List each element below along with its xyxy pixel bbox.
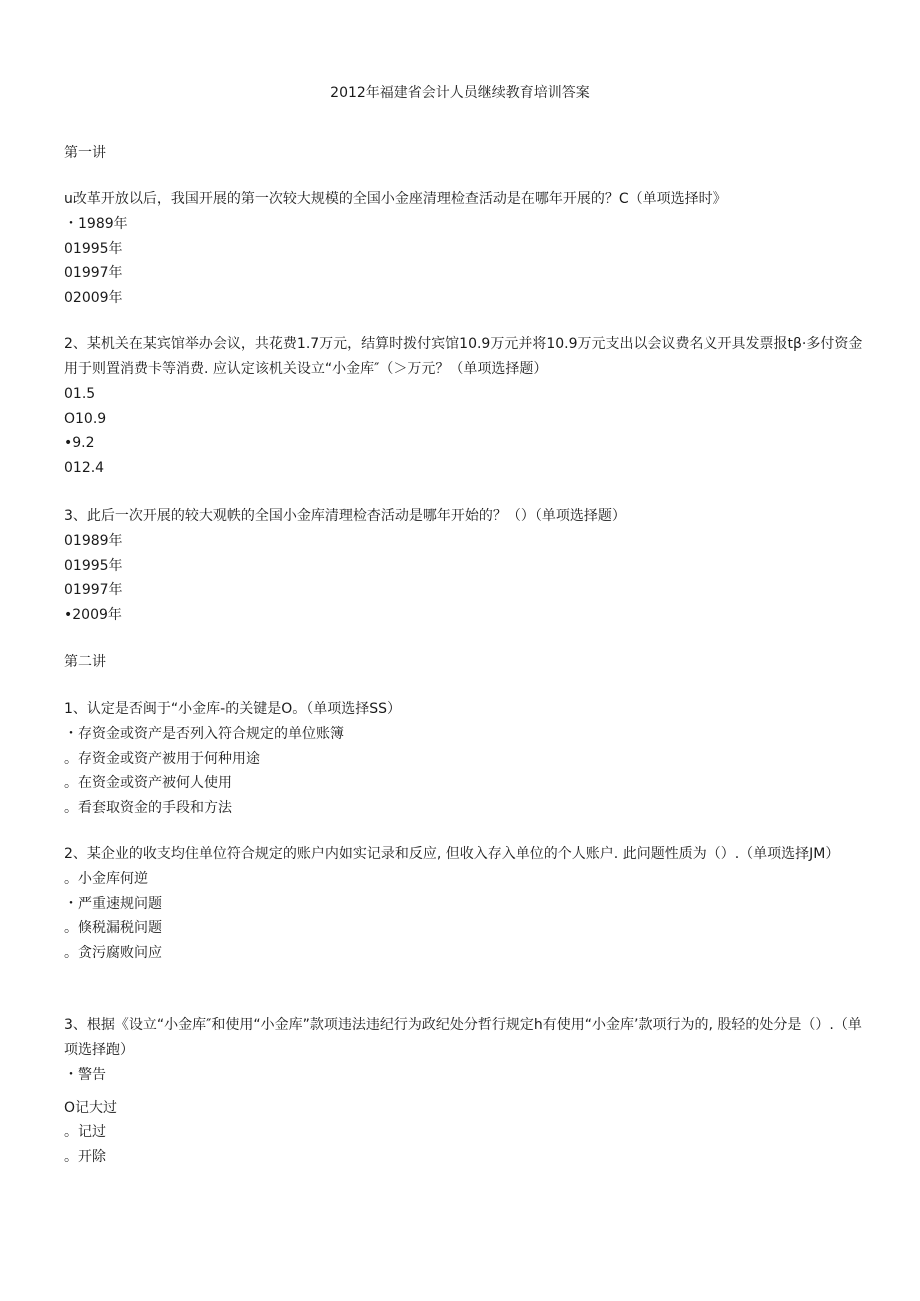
document-title: 2012年福建省会计人员继续教育培训答案 xyxy=(330,85,590,101)
answer-option[interactable]: 。小金库何逆 xyxy=(64,871,148,887)
question-text: 3、此后一次开展的较大观帙的全国小金库清理检杳活动是哪年开始的？（）（单项选择题） xyxy=(64,508,626,524)
question-text: 2、某机关在某宾馆举办会议，共花费1.7万元，结算时拨付宾馆10.9万元并将10.9万元支出以会议费名义开具发票报tβ·多付资金用于则置消费卡等消费. 应认定该机关设立“小金库″（＞万元？（单项选择题） xyxy=(64,336,863,377)
answer-option[interactable]: ・1989年 xyxy=(64,216,128,232)
answer-option[interactable]: 。贪污腐败问应 xyxy=(64,944,162,961)
lecture-title: 第一讲 xyxy=(64,145,106,161)
answer-option[interactable]: ・存资金或资产是否列入符合规定的单位账簿 xyxy=(64,726,344,742)
answer-option[interactable]: 。存资金或资产被用于何种用途 xyxy=(64,750,260,767)
answer-option[interactable]: 012.4 xyxy=(64,459,105,476)
question-block xyxy=(64,697,864,820)
question-block xyxy=(64,842,864,965)
question-block xyxy=(64,1013,864,1169)
question-text: u改革开放以后，我国开展的第一次较大规模的全国小金座清理检查活动是在哪年开展的？C（单项选择时》 xyxy=(64,191,727,207)
answer-option[interactable]: 01989年 xyxy=(64,533,123,549)
answer-option[interactable]: 01997年 xyxy=(64,582,123,599)
answer-option[interactable]: 。在资金或资产被何人使用 xyxy=(64,775,232,792)
answer-option[interactable]: 01997年 xyxy=(64,265,123,282)
answer-option[interactable]: 。倏税漏税问题 xyxy=(64,920,162,937)
question-text: 2、某企业的收支均住单位符合规定的账户内如实记录和反应, 但收入存入单位的个人账户. 此问题性质为（）.（单项选择JM） xyxy=(64,846,840,862)
answer-option[interactable]: ・警告 xyxy=(64,1067,106,1083)
answer-option[interactable]: 。看套取资金的手段和方法 xyxy=(64,799,232,816)
answer-option[interactable]: 。记过 xyxy=(64,1124,106,1141)
question-text: 3、根据《设立“小金库″和使用“小金库”款项违法违纪行为政纪处分哲行规定h有使用“小金库’款项行为的, 股轻的处分是（）.（单项选择跑） xyxy=(64,1017,862,1058)
answer-option[interactable]: O10.9 xyxy=(64,410,107,427)
answer-option[interactable]: •9.2 xyxy=(64,435,95,452)
answer-option[interactable]: 01.5 xyxy=(64,386,96,402)
answer-option[interactable]: 01995年 xyxy=(64,240,123,257)
question-block xyxy=(64,504,864,627)
lecture-title: 第二讲 xyxy=(64,654,106,670)
question-block xyxy=(64,332,864,480)
answer-option[interactable]: 。开除 xyxy=(64,1148,106,1165)
question-block xyxy=(64,187,864,310)
answer-option[interactable]: ・严重速规问题 xyxy=(64,895,162,912)
answer-option[interactable]: •2009年 xyxy=(64,606,122,623)
question-text: 1、认定是否闽于“小金库-的关键是O。（单项选择SS） xyxy=(64,701,402,717)
answer-option[interactable]: O记大过 xyxy=(64,1099,118,1116)
answer-option[interactable]: 01995年 xyxy=(64,557,123,574)
answer-option[interactable]: 02009年 xyxy=(64,289,123,306)
